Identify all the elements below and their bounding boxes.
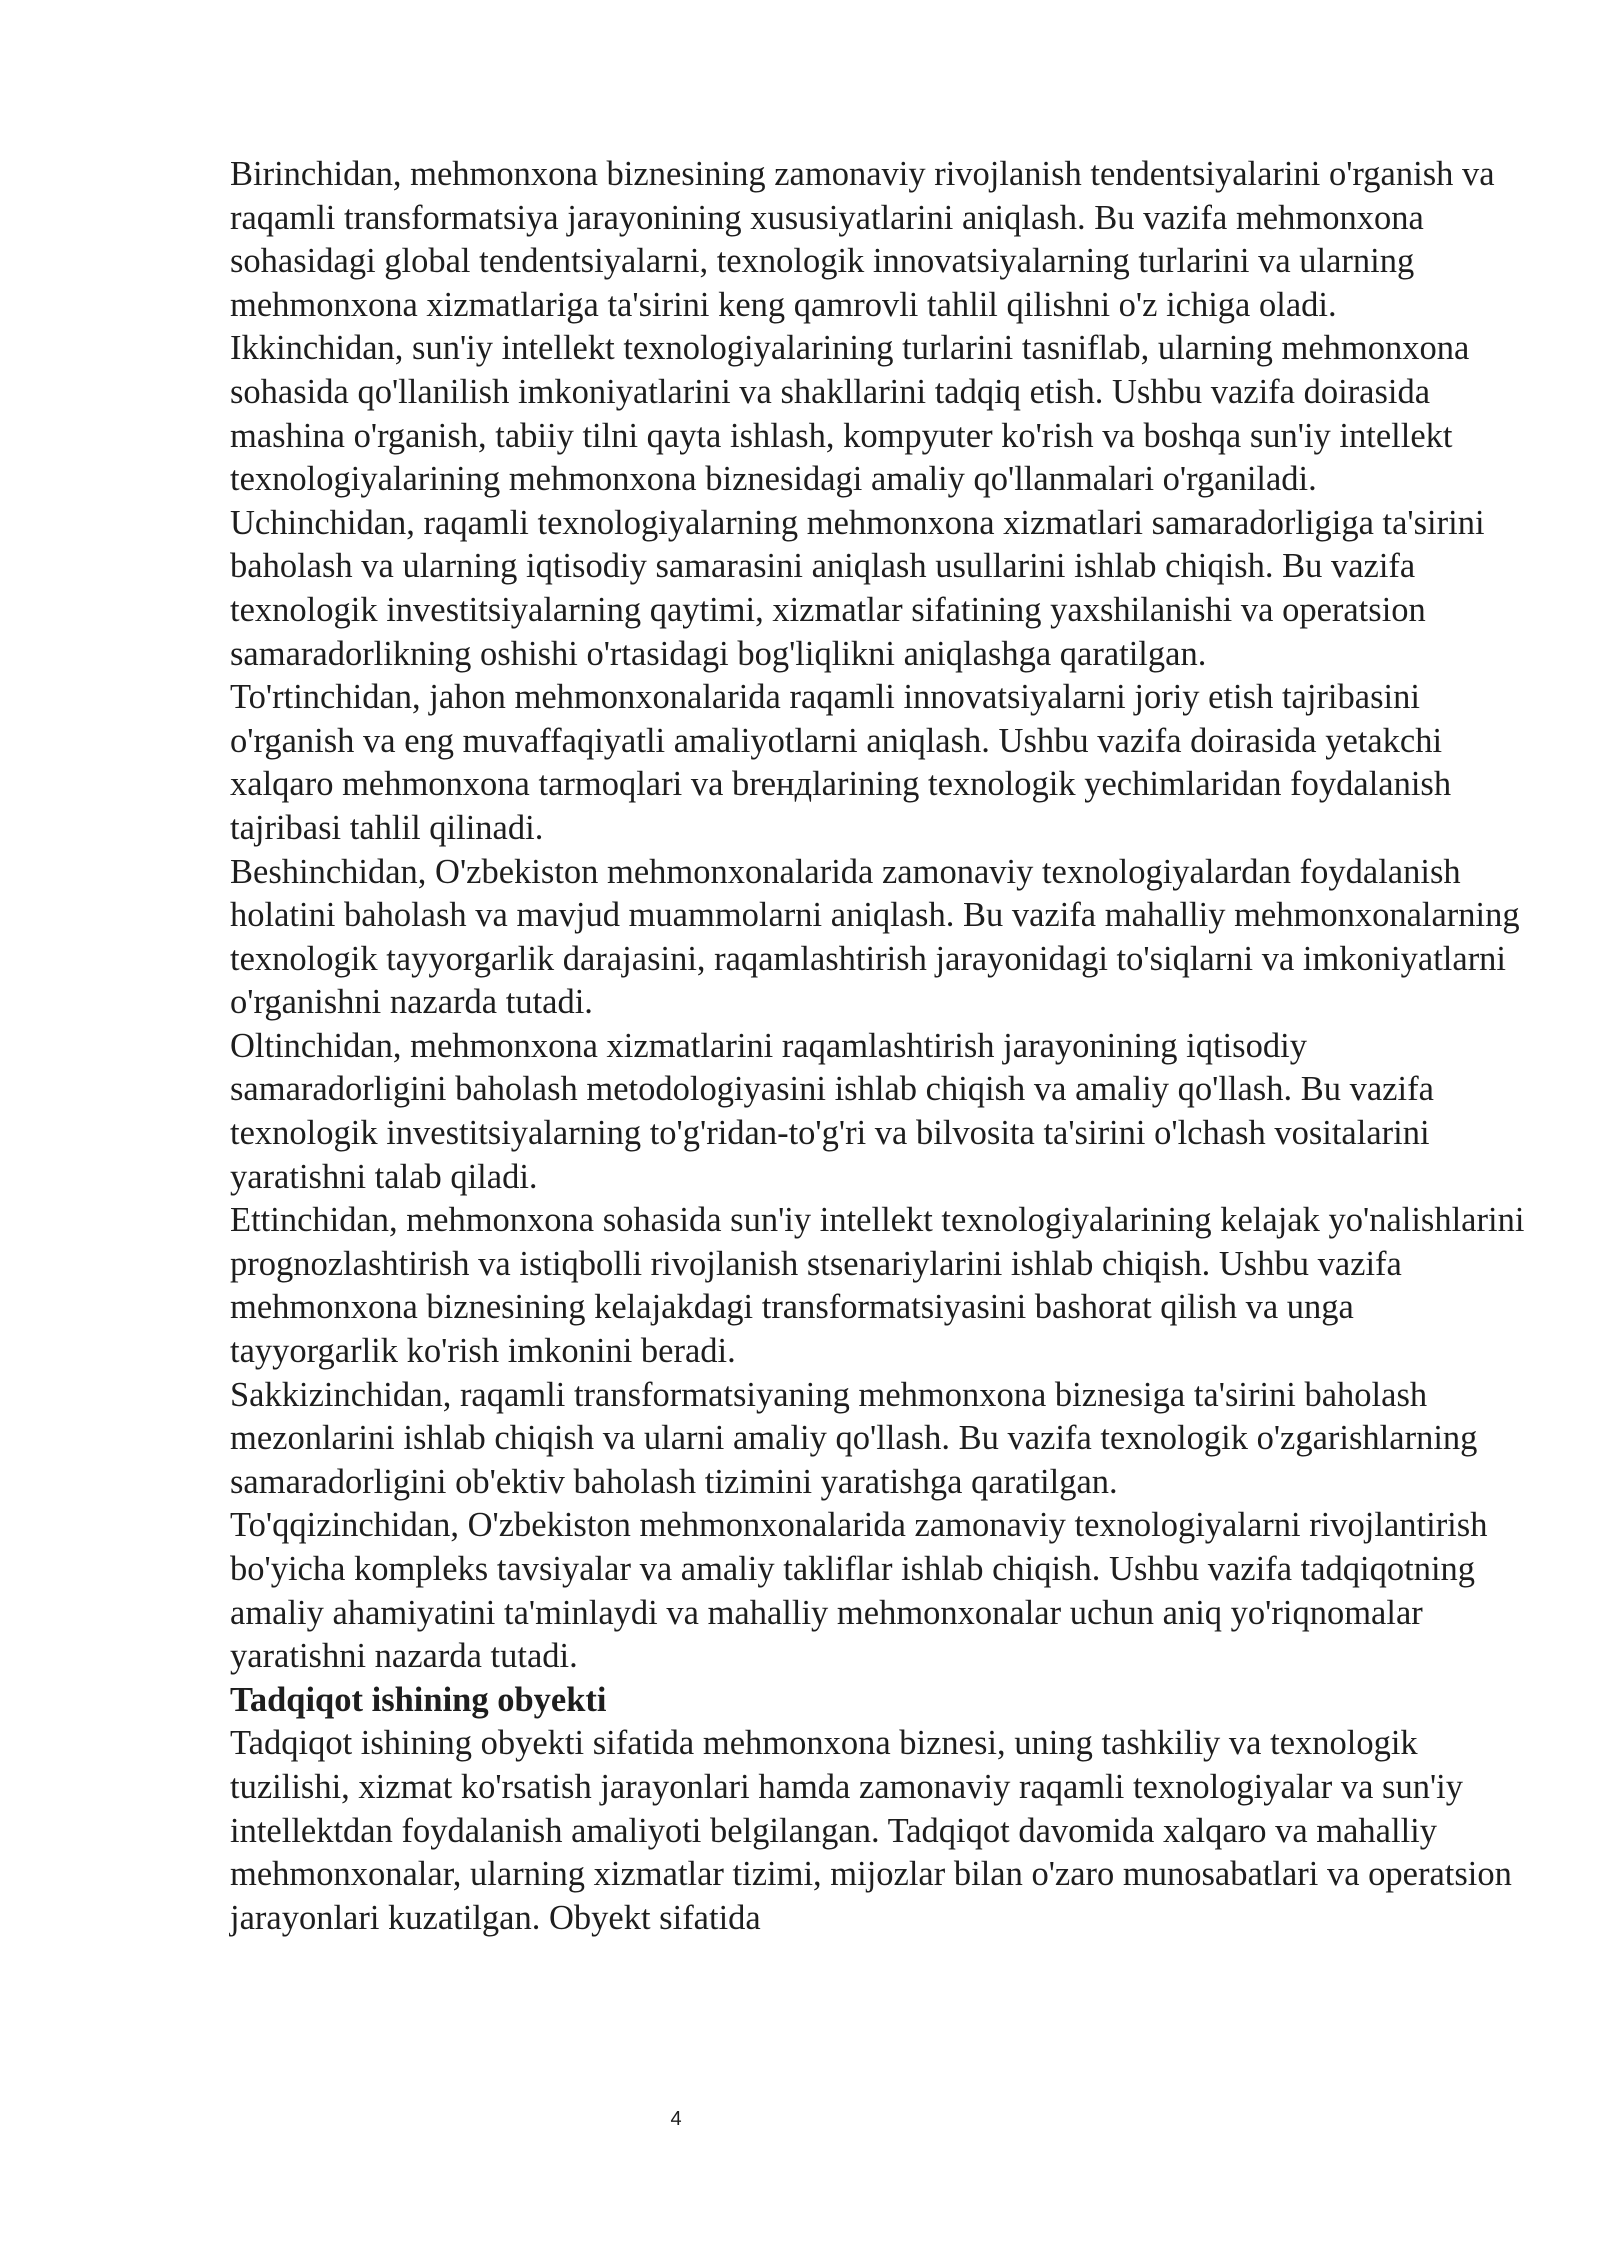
paragraph-7: Ettinchidan, mehmonxona sohasida sun'iy intellekt texnologiyalarining kelajak yo'nalishlarini prognozlashtirish va istiqbolli rivojlanish stsenariylarini ishlab chiqish. Ushbu vazifa mehmonxona biznesining kelajakdagi transformatsiyasini bashorat qilish va unga tayyorgarlik ko'rish imkonini beradi.	[230, 1201, 1525, 1371]
page-number: 4	[670, 2108, 682, 2130]
document-body	[230, 153, 1530, 1940]
paragraph-1: Birinchidan, mehmonxona biznesining zamonaviy rivojlanish tendentsiyalarini o'rganish va raqamli transformatsiya jarayonining xususiyatlarini aniqlash. Bu vazifa mehmonxona sohasidagi global tendentsiyalarni, texnologik innovatsiyalarning turlarini va ularning mehmonxona xizmatlariga ta'sirini keng qamrovli tahlil qilishni o'z ichiga oladi.	[230, 155, 1495, 324]
paragraph-9: To'qqizinchidan, O'zbekiston mehmonxonalarida zamonaviy texnologiyalarni rivojlantirish bo'yicha kompleks tavsiyalar va amaliy takliflar ishlab chiqish. Ushbu vazifa tadqiqotning amaliy ahamiyatini ta'minlaydi va mahalliy mehmonxonalar uchun aniq yo'riqnomalar yaratishni nazarda tutadi.	[230, 1506, 1488, 1676]
section-paragraph: Tadqiqot ishining obyekti sifatida mehmonxona biznesi, uning tashkiliy va texnologik tuzilishi, xizmat ko'rsatish jarayonlari hamda zamonaviy raqamli texnologiyalar va sun'iy intellektdan foydalanish amaliyoti belgilangan. Tadqiqot davomida xalqaro va mahalliy mehmonxonalar, ularning xizmatlar tizimi, mijozlar bilan o'zaro munosabatlari va operatsion jarayonlari kuzatilgan. Obyekt sifatida	[230, 1724, 1512, 1937]
section-heading: Tadqiqot ishining obyekti	[230, 1680, 607, 1719]
paragraph-2: Ikkinchidan, sun'iy intellekt texnologiyalarining turlarini tasniflab, ularning mehmonxona sohasida qo'llanilish imkoniyatlarini va shakllarini tadqiq etish. Ushbu vazifa doirasida mashina o'rganish, tabiiy tilni qayta ishlash, kompyuter ko'rish va boshqa sun'iy intellekt texnologiyalarining mehmonxona biznesidagi amaliy qo'llanmalari o'rganiladi.	[230, 329, 1470, 499]
paragraph-4: To'rtinchidan, jahon mehmonxonalarida raqamli innovatsiyalarni joriy etish tajribasini o'rganish va eng muvaffaqiyatli amaliyotlarni aniqlash. Ushbu vazifa doirasida yetakchi xalqaro mehmonxona tarmoqlari va brендlarining texnologik yechimlaridan foydalanish tajribasi tahlil qilinadi.	[230, 678, 1452, 847]
paragraph-6: Oltinchidan, mehmonxona xizmatlarini raqamlashtirish jarayonining iqtisodiy samaradorligini baholash metodologiyasini ishlab chiqish va amaliy qo'llash. Bu vazifa texnologik investitsiyalarning to'g'ridan-to'g'ri va bilvosita ta'sirini o'lchash vositalarini yaratishni talab qiladi.	[230, 1026, 1434, 1196]
paragraph-5: Beshinchidan, O'zbekiston mehmonxonalarida zamonaviy texnologiyalardan foydalanish holatini baholash va mavjud muammolarni aniqlash. Bu vazifa mahalliy mehmonxonalarning texnologik tayyorgarlik darajasini, raqamlashtirish jarayonidagi to'siqlarni va imkoniyatlarni o'rganishni nazarda tutadi.	[230, 852, 1520, 1022]
paragraph-3: Uchinchidan, raqamli texnologiyalarning mehmonxona xizmatlari samaradorligiga ta'sirini baholash va ularning iqtisodiy samarasini aniqlash usullarini ishlab chiqish. Bu vazifa texnologik investitsiyalarning qaytimi, xizmatlar sifatining yaxshilanishi va operatsion samaradorlikning oshishi o'rtasidagi bog'liqlikni aniqlashga qaratilgan.	[230, 503, 1485, 673]
paragraph-8: Sakkizinchidan, raqamli transformatsiyaning mehmonxona biznesiga ta'sirini baholash mezonlarini ishlab chiqish va ularni amaliy qo'llash. Bu vazifa texnologik o'zgarishlarning samaradorligini ob'ektiv baholash tizimini yaratishga qaratilgan.	[230, 1375, 1478, 1501]
